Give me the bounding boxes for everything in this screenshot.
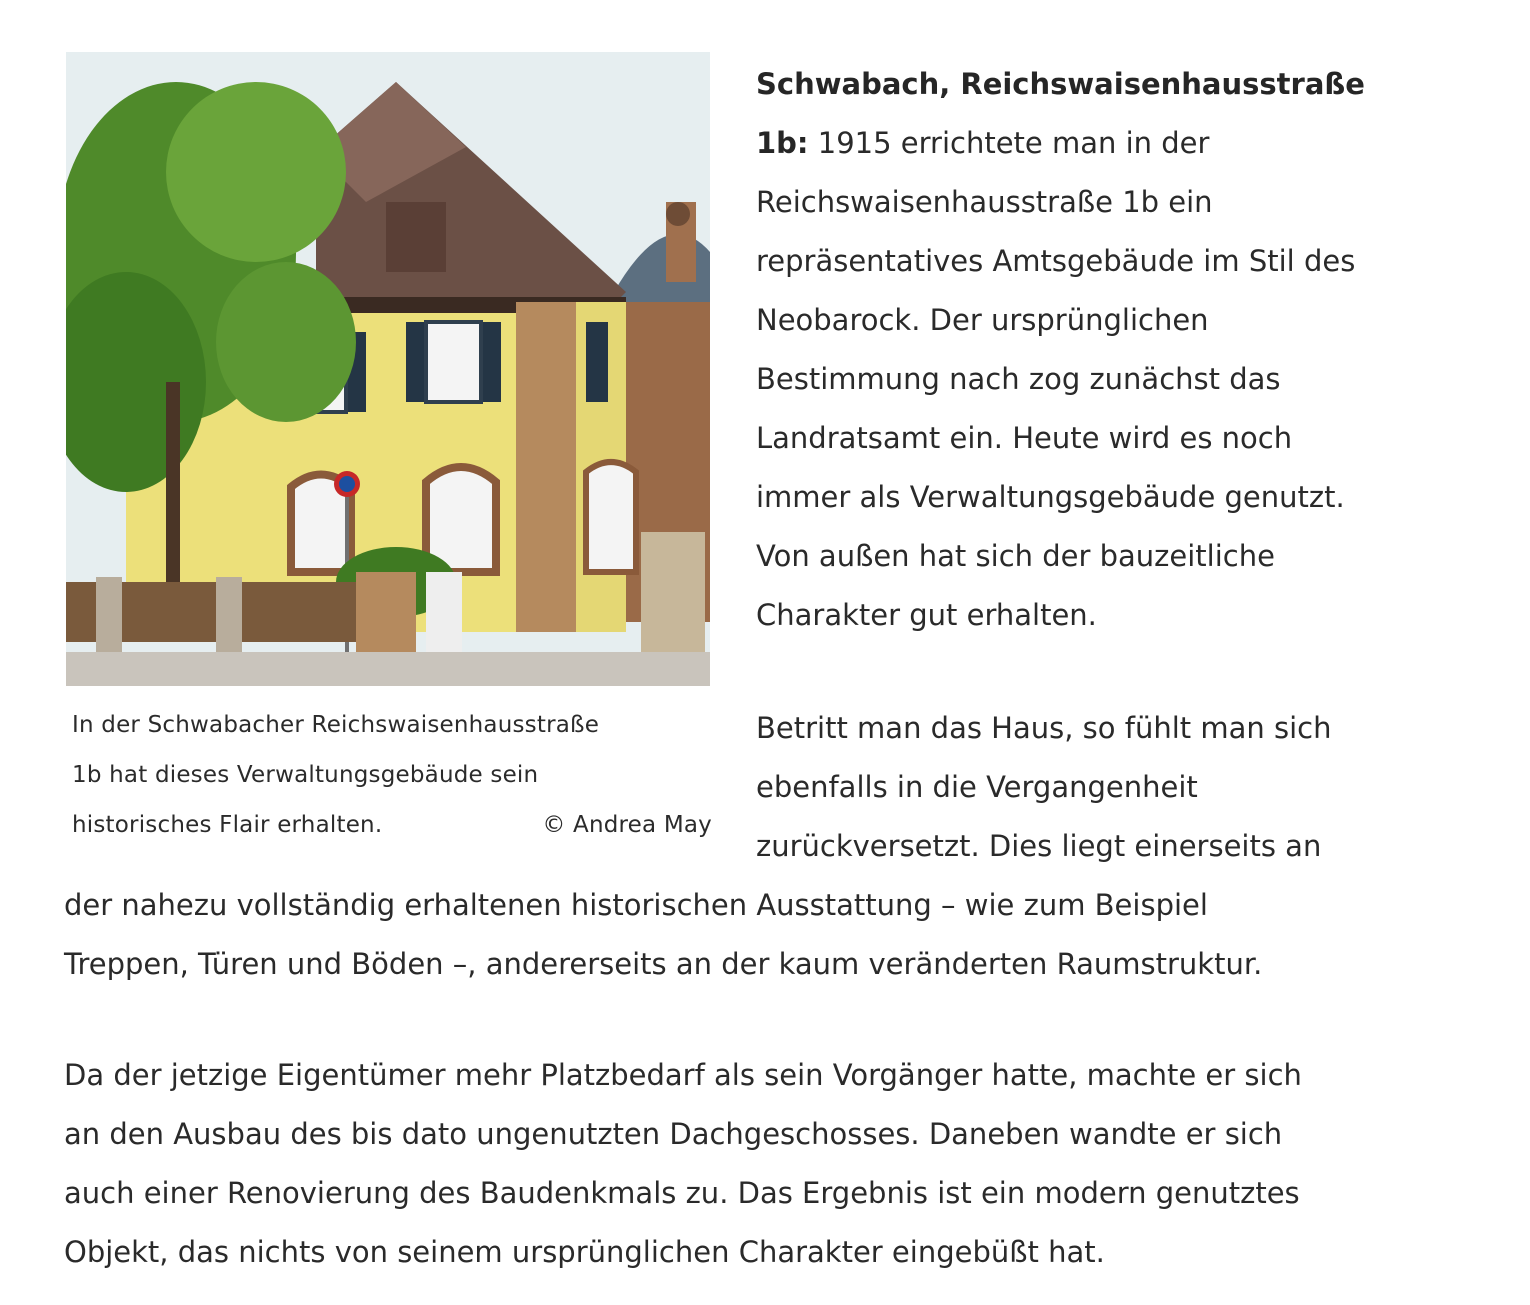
paragraph-line: Charakter gut erhalten. — [756, 598, 1097, 632]
paragraph-text: 1915 errichtete man in der — [808, 126, 1210, 160]
paragraph-line: der nahezu vollständig erhaltenen historischen Ausstattung – wie zum Beispiel — [64, 888, 1208, 922]
paragraph-line: Neobarock. Der ursprünglichen — [756, 303, 1209, 337]
paragraph-line: auch einer Renovierung des Baudenkmals zu. Das Ergebnis ist ein modern genutztes — [64, 1176, 1300, 1210]
caption-line: In der Schwabacher Reichswaisenhausstraße — [72, 712, 600, 738]
paragraph-line: immer als Verwaltungsgebäude genutzt. — [756, 480, 1345, 514]
caption-line: 1b hat dieses Verwaltungsgebäude sein — [72, 762, 539, 788]
paragraph-line — [756, 114, 1456, 173]
caption-line: historisches Flair erhalten. — [72, 812, 383, 838]
paragraph-line: Treppen, Türen und Böden –, andererseits an der kaum veränderten Raumstruktur. — [64, 947, 1263, 981]
building-photo — [66, 52, 710, 686]
photo-credit: © Andrea May — [542, 812, 712, 838]
paragraph-line: zurückversetzt. Dies liegt einerseits an — [756, 829, 1322, 863]
paragraph-interior — [756, 699, 1456, 876]
paragraph-renovation — [64, 1046, 1464, 1282]
building-photo-illustration — [66, 52, 710, 686]
paragraph-line: Bestimmung nach zog zunächst das — [756, 362, 1281, 396]
paragraph-intro — [756, 55, 1456, 645]
paragraph-line: Landratsamt ein. Heute wird es noch — [756, 421, 1293, 455]
paragraph-line: Reichswaisenhausstraße 1b ein — [756, 185, 1213, 219]
paragraph-line: an den Ausbau des bis dato ungenutzten Dachgeschosses. Daneben wandte er sich — [64, 1117, 1283, 1151]
paragraph-line: ebenfalls in die Vergangenheit — [756, 770, 1198, 804]
paragraph-line: Objekt, das nichts von seinem ursprünglichen Charakter eingebüßt hat. — [64, 1235, 1105, 1269]
paragraph-interior-continued — [64, 876, 1464, 994]
photo-caption — [72, 700, 712, 850]
heading-title: Schwabach, Reichswaisenhausstraße — [756, 67, 1365, 101]
paragraph-line: Von außen hat sich der bauzeitliche — [756, 539, 1275, 573]
heading-number: 1b: — [756, 126, 809, 160]
paragraph-line: Da der jetzige Eigentümer mehr Platzbedarf als sein Vorgänger hatte, machte er sich — [64, 1058, 1302, 1092]
paragraph-line — [756, 55, 1456, 114]
paragraph-line: repräsentatives Amtsgebäude im Stil des — [756, 244, 1356, 278]
paragraph-line: Betritt man das Haus, so fühlt man sich — [756, 711, 1332, 745]
